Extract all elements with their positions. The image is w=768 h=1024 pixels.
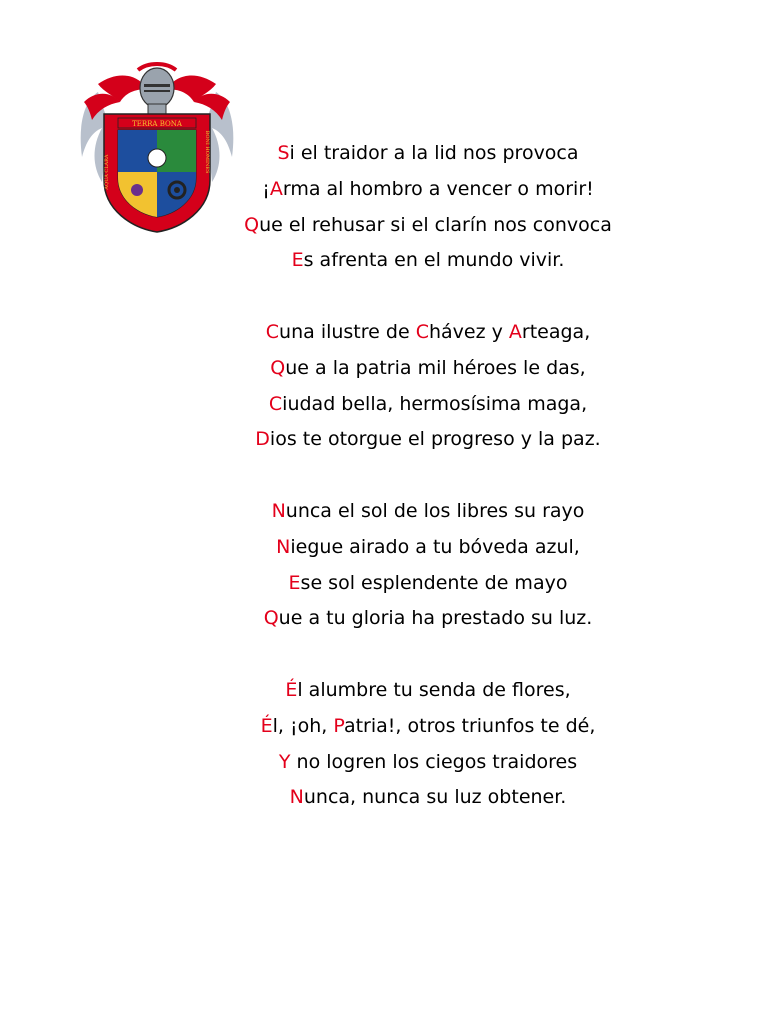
line-text: ios te otorgue el progreso y la paz. (269, 428, 601, 451)
highlighted-initial: C (265, 320, 280, 343)
highlighted-initial: E (291, 249, 304, 272)
line-text: i el traidor a la lid nos provoca (289, 142, 579, 164)
poem-stanza (0, 494, 768, 637)
highlighted-initial: S (277, 142, 290, 164)
poem-stanza (0, 673, 768, 816)
line-text: una ilustre de (279, 320, 416, 343)
poem-line (0, 351, 768, 387)
poem-stanza (0, 136, 768, 279)
highlighted-initial: E (288, 571, 301, 594)
highlighted-initial: Q (244, 213, 260, 236)
line-text: unca el sol de los libres su rayo (285, 499, 585, 522)
poem-line (0, 136, 768, 172)
highlighted-initial: Q (263, 607, 279, 630)
poem-line (0, 673, 768, 709)
poem-line (0, 745, 768, 781)
poem-line (0, 709, 768, 745)
line-text: ue a tu gloria ha prestado su luz. (278, 607, 593, 630)
line-text: hávez y (428, 320, 509, 343)
highlighted-initial: N (276, 535, 291, 558)
poem-line (0, 208, 768, 244)
poem-line (0, 243, 768, 279)
highlighted-initial: Q (270, 356, 286, 379)
line-text: rma al hombro a vencer o morir! (282, 177, 594, 200)
highlighted-initial: N (289, 786, 304, 809)
highlighted-initial: P (333, 714, 344, 737)
line-text: unca, nunca su luz obtener. (303, 786, 567, 809)
highlighted-initial: C (415, 320, 429, 343)
highlighted-initial: É (285, 678, 298, 701)
poem-line (0, 422, 768, 458)
poem-line (0, 315, 768, 351)
highlighted-initial: D (255, 428, 270, 451)
line-text: no logren los ciegos traidores (290, 750, 578, 773)
line-text: ¡ (262, 177, 270, 200)
line-text: iegue airado a tu bóveda azul, (290, 535, 580, 558)
line-text: s afrenta en el mundo vivir. (303, 249, 565, 272)
line-text: ue a la patria mil héroes le das, (285, 356, 586, 379)
highlighted-initial: N (271, 499, 286, 522)
line-text: iudad bella, hermosísima maga, (282, 392, 588, 415)
highlighted-initial: A (269, 177, 283, 200)
highlighted-initial: É (260, 714, 273, 737)
poem-line (0, 530, 768, 566)
highlighted-initial: Y (278, 750, 291, 773)
poem-line (0, 601, 768, 637)
line-text: l alumbre tu senda de flores, (297, 678, 571, 701)
crest-motto-right: BONI HOMINES (204, 130, 210, 174)
highlighted-initial: A (508, 320, 522, 343)
line-text: l, ¡oh, (272, 714, 334, 737)
highlighted-initial: C (268, 392, 283, 415)
line-text: ue el rehusar si el clarín nos convoca (259, 213, 612, 236)
poem-line (0, 172, 768, 208)
line-text: se sol esplendente de mayo (300, 571, 568, 594)
poem-line (0, 780, 768, 816)
crest-motto-left: AQUA CLARA (104, 154, 110, 190)
poem-line (0, 387, 768, 423)
poem-line (0, 494, 768, 530)
poem-line (0, 566, 768, 602)
crest-banner-text: TERRA BONA (132, 120, 182, 128)
poem-text (0, 136, 768, 816)
line-text: rteaga, (521, 320, 591, 343)
poem-stanza (0, 315, 768, 458)
line-text: atria!, otros triunfos te dé, (343, 714, 596, 737)
